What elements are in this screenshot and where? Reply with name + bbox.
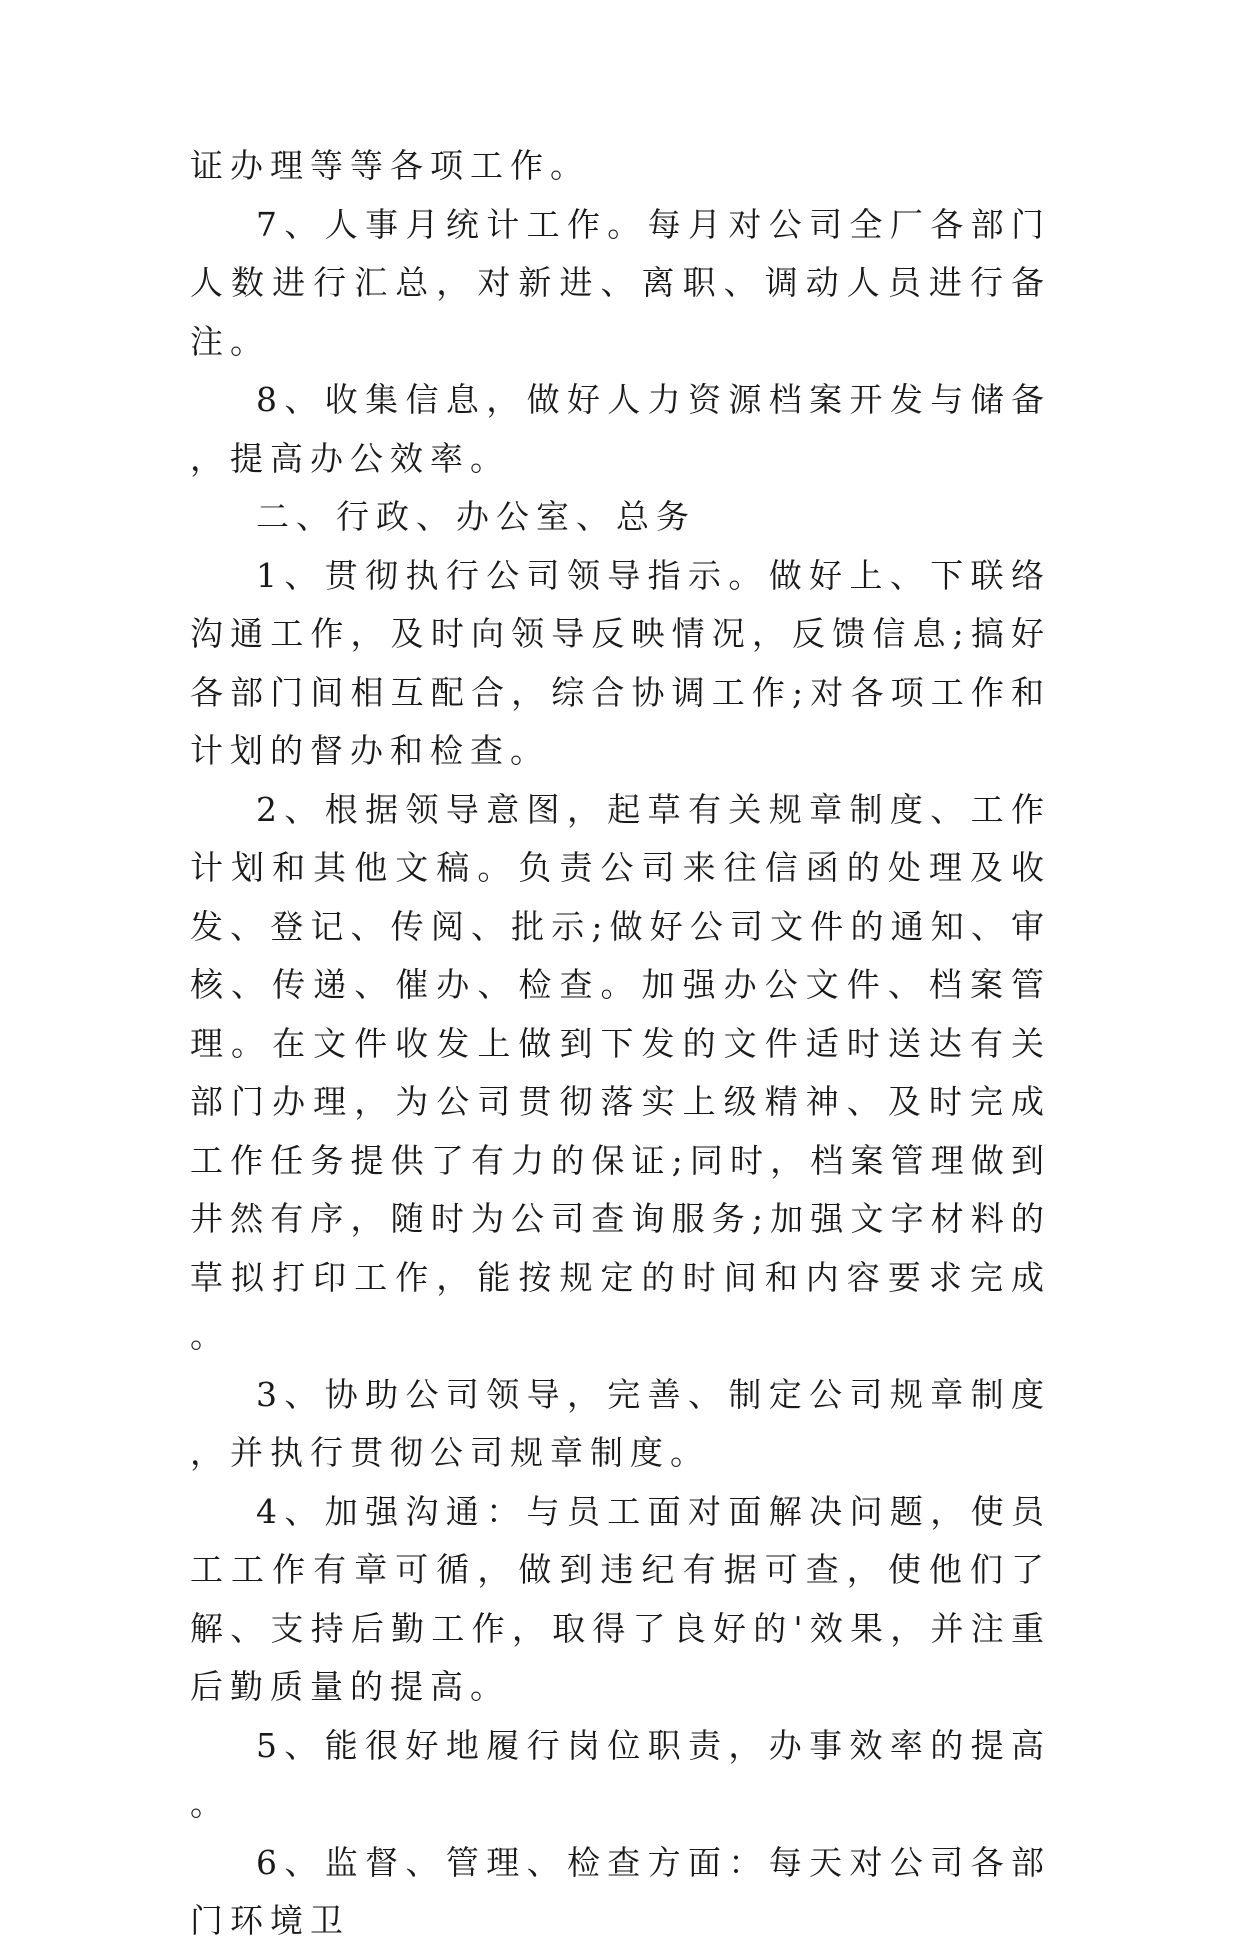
section-heading: 二、行政、办公室、总务 <box>256 497 696 536</box>
paragraph-item-1: 1、贯彻执行公司领导指示。做好上、下联络沟通工作，及时向领导反映情况，反馈信息;搞好各部门间相互配合，综合协调工作;对各项工作和计划的督办和检查。 <box>190 555 1051 770</box>
paragraph-item-3: 3、协助公司领导，完善、制定公司规章制度，并执行贯彻公司规章制度。 <box>190 1374 1051 1472</box>
paragraph-item-7: 7、人事月统计工作。每月对公司全厂各部门人数进行汇总，对新进、离职、调动人员进行备注。 <box>190 204 1051 361</box>
paragraph-item-4: 4、加强沟通：与员工面对面解决问题，使员工工作有章可循，做到违纪有据可查，使他们了解、支持后勤工作，取得了良好的'效果，并注重后勤质量的提高。 <box>190 1491 1051 1706</box>
document-body <box>190 137 1051 1951</box>
paragraph-item-5: 5、能很好地履行岗位职责，办事效率的提高。 <box>190 1725 1051 1823</box>
paragraph-item-2: 2、根据领导意图，起草有关规章制度、工作计划和其他文稿。负责公司来往信函的处理及收发、登记、传阅、批示;做好公司文件的通知、审核、传递、催办、检查。加强办公文件、档案管理。在文件收发上做到下发的文件适时送达有关部门办理，为公司贯彻落实上级精神、及时完成工作任务提供了有力的保证;同时，档案管理做到井然有序，随时为公司查询服务;加强文字材料的草拟打印工作，能按规定的时间和内容要求完成。 <box>190 789 1051 1355</box>
paragraph-continuation: 证办理等等各项工作。 <box>190 146 590 185</box>
paragraph-item-6: 6、监督、管理、检查方面：每天对公司各部门环境卫 <box>190 1842 1051 1940</box>
paragraph-item-8: 8、收集信息，做好人力资源档案开发与储备，提高办公效率。 <box>190 380 1051 478</box>
